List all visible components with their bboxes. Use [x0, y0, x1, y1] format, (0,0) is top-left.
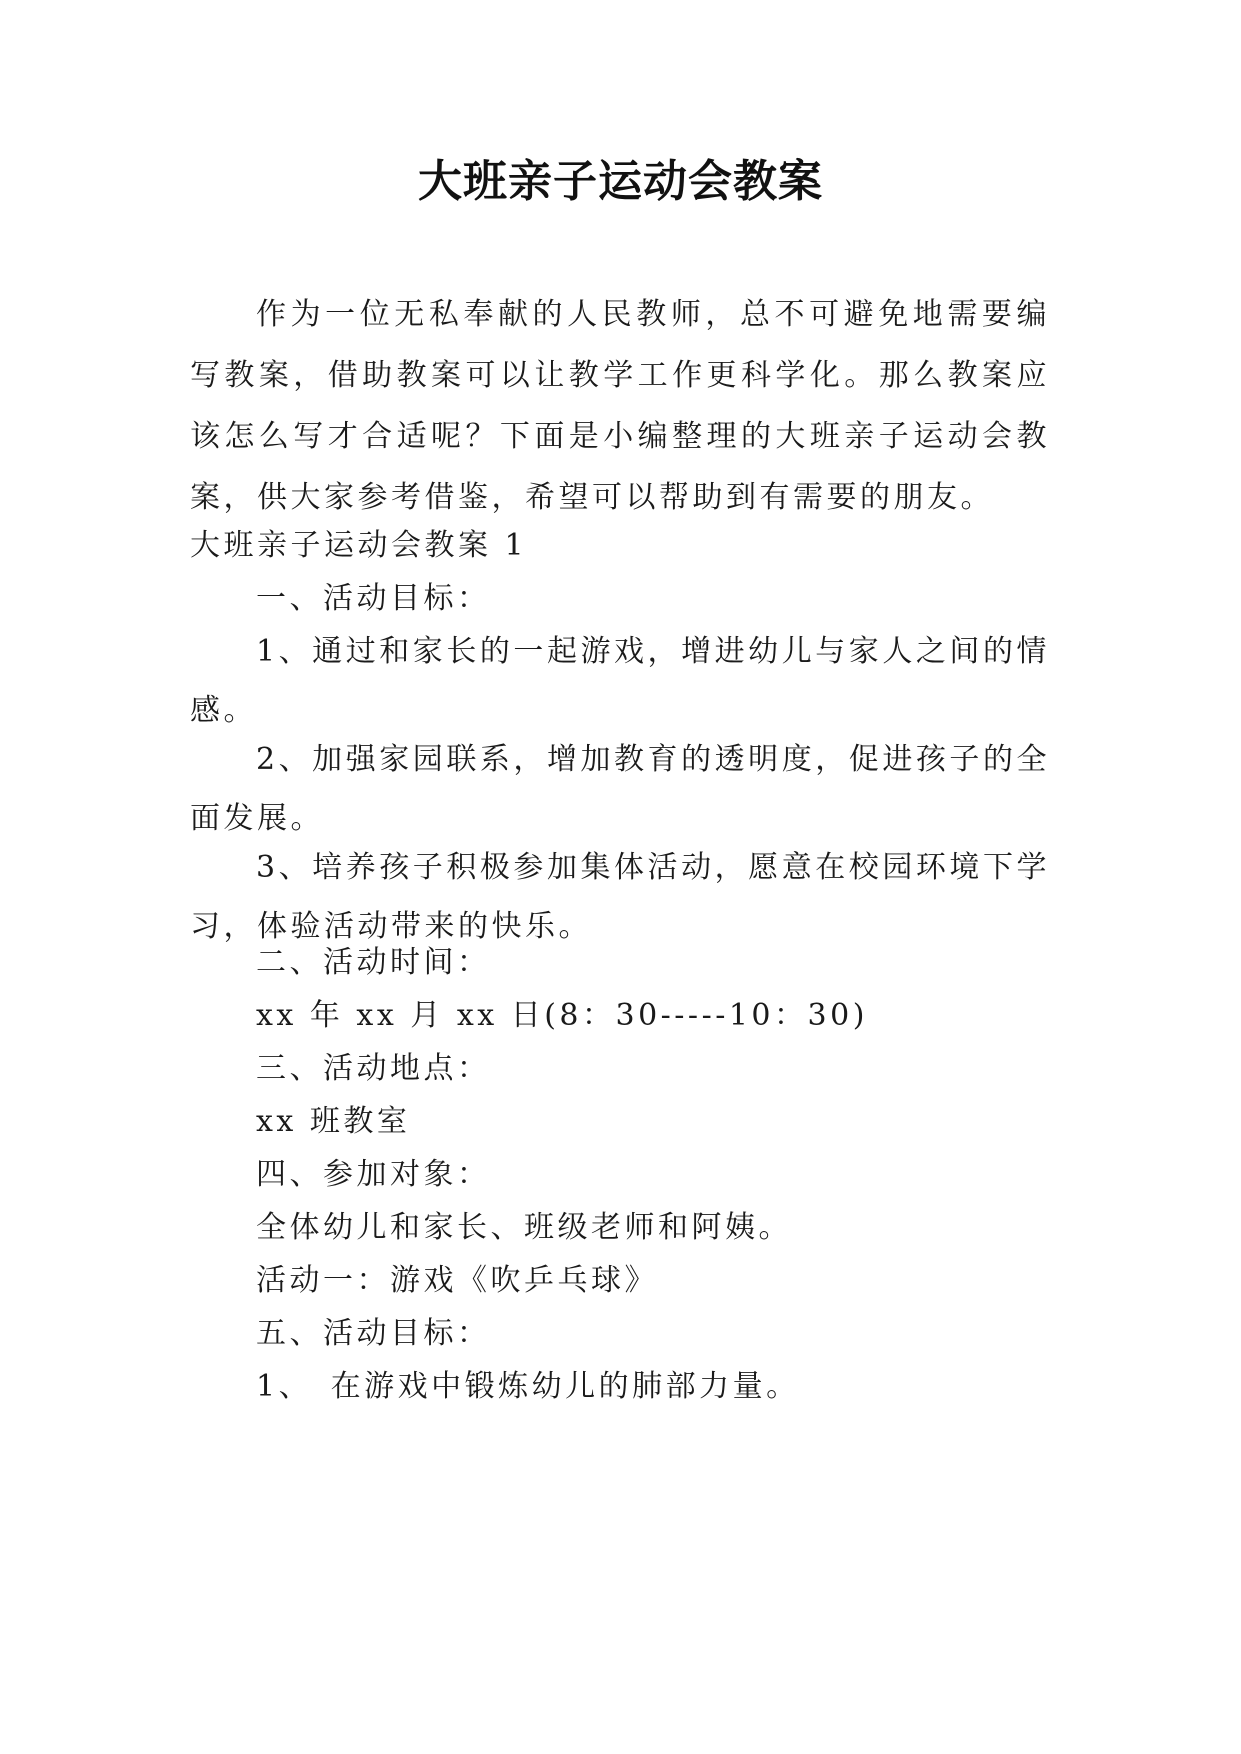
participants-value: 全体幼儿和家长、班级老师和阿姨。: [256, 1210, 792, 1245]
activity-one-title: 活动一：游戏《吹乒乓球》: [256, 1263, 658, 1298]
goals2-item-1: 1、 在游戏中锻炼幼儿的肺部力量。: [256, 1369, 800, 1404]
goals2-heading: 五、活动目标：: [256, 1316, 491, 1351]
time-heading: 二、活动时间：: [256, 945, 491, 980]
document-title: 大班亲子运动会教案: [418, 156, 823, 207]
place-value: xx 班教室: [256, 1104, 411, 1139]
participants-heading: 四、参加对象：: [256, 1157, 491, 1192]
time-value: xx 年 xx 月 xx 日(8：30-----10：30): [256, 998, 868, 1033]
section-heading: 大班亲子运动会教案 1: [190, 528, 528, 563]
goal-item-1: 1、通过和家长的一起游戏，增进幼儿与家人之间的情感。: [190, 634, 1050, 728]
goal-item-2: 2、加强家园联系，增加教育的透明度，促进孩子的全面发展。: [190, 742, 1050, 836]
goals-heading: 一、活动目标：: [256, 581, 491, 616]
place-heading: 三、活动地点：: [256, 1051, 491, 1086]
intro-paragraph: 作为一位无私奉献的人民教师，总不可避免地需要编写教案，借助教案可以让教学工作更科学化。那么教案应该怎么写才合适呢？下面是小编整理的大班亲子运动会教案，供大家参考借鉴，希望可以帮助到有需要的朋友。: [190, 297, 1050, 515]
goal-item-3: 3、培养孩子积极参加集体活动，愿意在校园环境下学习，体验活动带来的快乐。: [190, 850, 1050, 944]
